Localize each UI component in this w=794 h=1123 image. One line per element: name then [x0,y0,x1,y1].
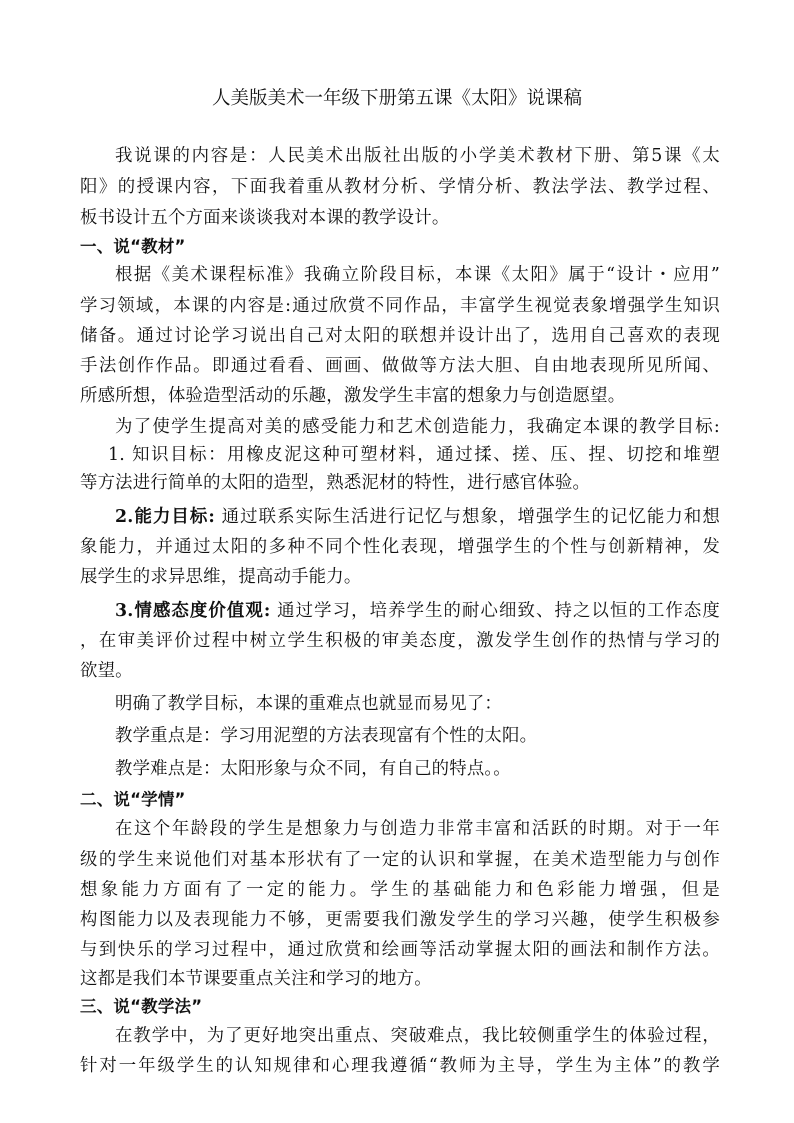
method-line-2: 针对一年级学生的认知规律和心理我遵循“教师为主导，学生为主体”的教学 [80,1056,720,1076]
goal-ability-label: 2.能力目标: [115,507,216,527]
students-line-2: 级的学生来说他们对基本形状有了一定的认识和掌握，在美术造型能力与创作 [80,850,720,870]
textbook-para1-line-3: 储备。通过讨论学习说出自己对太阳的联想并设计出了，选用自己喜欢的表现 [80,326,720,346]
goal-emotion-line-3: 欲望。 [80,661,133,681]
intro-line-3: 板书设计五个方面来谈谈我对本课的教学设计。 [80,208,450,228]
goal-knowledge-line-2: 等方法进行简单的太阳的造型，熟悉泥材的特性，进行感官体验。 [80,473,591,493]
students-line-6: 这都是我们本节课要重点关注和学习的地方。 [80,969,432,989]
goal-knowledge-line-1: 1. 知识目标：用橡皮泥这种可塑材料，通过揉、搓、压、捏、切挖和堆塑 [108,445,720,465]
goal-ability-line-3: 展学生的求异思维，提高动手能力。 [80,567,362,587]
students-line-4: 构图能力以及表现能力不够，更需要我们激发学生的学习兴趣，使学生积极参 [80,910,720,930]
students-line-5: 与到快乐的学习过程中，通过欣赏和绘画等活动掌握太阳的画法和制作方法。 [80,940,720,960]
textbook-para1-line-2: 学习领域，本课的内容是:通过欣赏不同作品，丰富学生视觉表象增强学生知识 [80,296,720,316]
goal-emotion-line-2: ，在审美评价过程中树立学生积极的审美态度，激发学生创作的热情与学习的 [80,631,720,651]
students-line-1: 在这个年龄段的学生是想象力与创造力非常丰富和活跃的时期。对于一年 [115,819,720,839]
goal-ability-line-2: 象能力，并通过太阳的多种不同个性化表现，增强学生的个性与创新精神，发 [80,537,720,557]
textbook-para1-line-5: 所感所想，体验造型活动的乐趣，激发学生丰富的想象力与创造愿望。 [80,386,626,406]
textbook-para2: 为了使学生提高对美的感受能力和艺术创造能力，我确定本课的教学目标: [115,417,720,437]
goal-emotion-label: 3.情感态度价值观: [115,601,271,621]
goal-emotion-text: 通过学习，培养学生的耐心细致、持之以恒的工作态度 [270,601,721,621]
section-heading-teaching-method: 三、说“教学法” [80,997,203,1016]
intro-line-2: 阳》的授课内容，下面我着重从教材分析、学情分析、教法学法、教学过程、 [80,177,720,197]
students-line-3: 想象能力方面有了一定的能力。学生的基础能力和色彩能力增强，但是 [80,880,720,900]
goal-emotion-line-1 [115,598,720,624]
intro-line-1: 我说课的内容是：人民美术出版社出版的小学美术教材下册、第5课《太 [115,146,720,166]
section-heading-students: 二、说“学情” [80,790,186,809]
document-title: 人美版美术一年级下册第五课《太阳》说课稿 [211,88,582,109]
goal-ability-line-1 [115,504,720,530]
goal-ability-text: 通过联系实际生活进行记忆与想象，增强学生的记忆能力和想 [215,507,720,527]
teaching-difficulty: 教学难点是：太阳形象与众不同，有自己的特点。。 [115,759,511,779]
teaching-key-point: 教学重点是：学习用泥塑的方法表现富有个性的太阳。 [115,726,538,746]
method-line-1: 在教学中，为了更好地突出重点、突破难点，我比较侧重学生的体验过程， [115,1026,720,1046]
section-heading-textbook: 一、说“教材” [80,237,186,256]
key-difficulty-intro: 明确了教学目标，本课的重难点也就显而易见了： [115,694,502,714]
textbook-para1-line-4: 手法创作作品。即通过看看、画画、做做等方法大胆、自由地表现所见所闻、 [80,356,720,376]
textbook-para1-line-1: 根据《美术课程标准》我确立阶段目标，本课《太阳》属于“设计・应用” [115,265,720,285]
